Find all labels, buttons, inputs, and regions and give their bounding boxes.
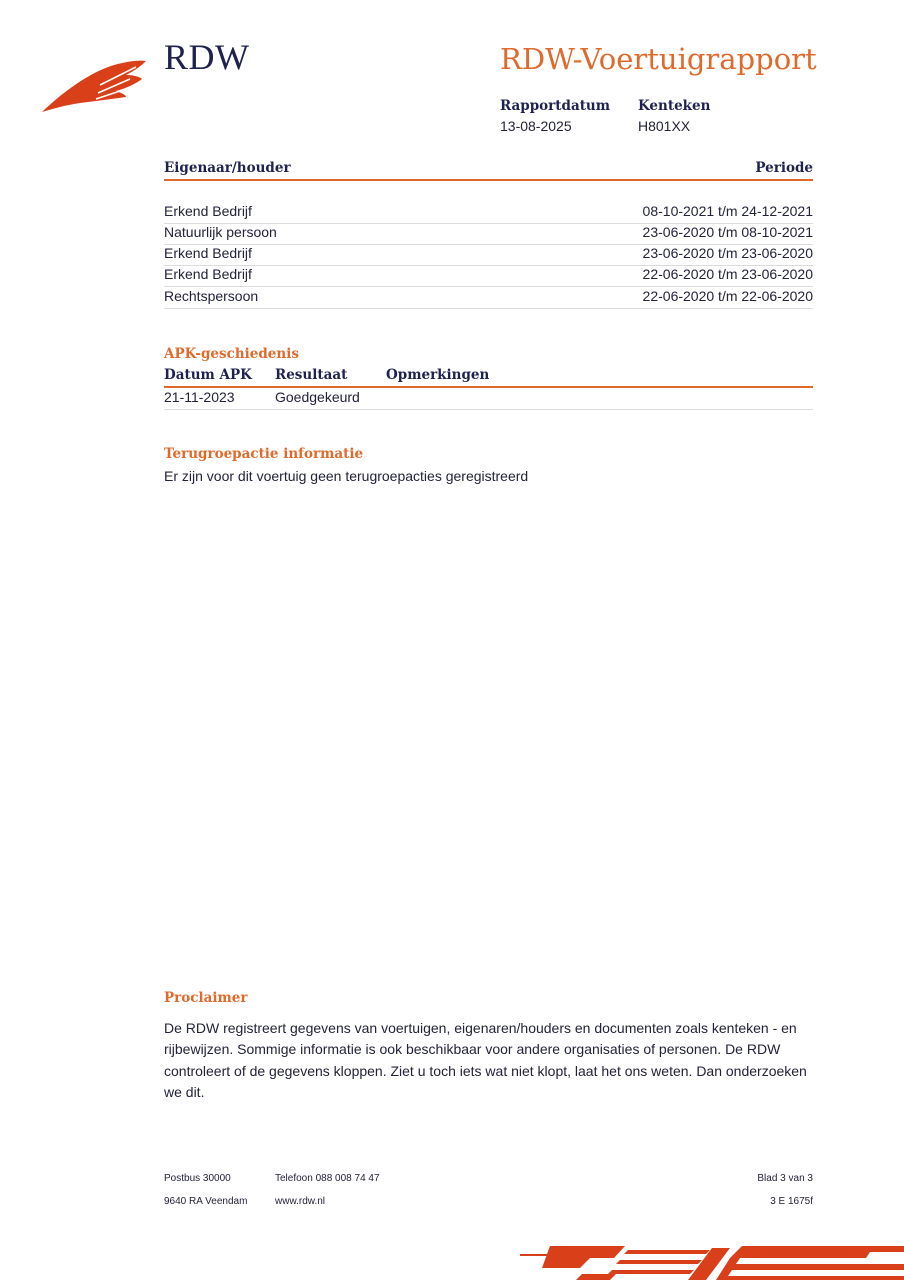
- owner-cell: Erkend Bedrijf: [164, 245, 252, 261]
- period-cell: 22-06-2020 t/m 23-06-2020: [642, 266, 813, 282]
- report-title: RDW-Voertuigrapport: [500, 42, 817, 76]
- owners-header-rule: [164, 179, 813, 181]
- period-cell: 23-06-2020 t/m 08-10-2021: [642, 224, 813, 240]
- period-cell: 23-06-2020 t/m 23-06-2020: [642, 245, 813, 261]
- footer-page-number: Blad 3 van 3: [757, 1173, 813, 1184]
- proclaimer-line: rijbewijzen. Sommige informatie is ook beschikbaar voor andere organisaties of personen. De RDW: [164, 1041, 781, 1058]
- report-date-value: 13-08-2025: [500, 118, 572, 134]
- apk-date-column-header: Datum APK: [164, 367, 252, 383]
- period-cell: 08-10-2021 t/m 24-12-2021: [642, 203, 813, 219]
- row-divider: [164, 409, 813, 410]
- row-divider: [164, 308, 813, 309]
- period-cell: 22-06-2020 t/m 22-06-2020: [642, 288, 813, 304]
- plate-label: Kenteken: [638, 98, 711, 114]
- owner-column-header: Eigenaar/houder: [164, 160, 291, 176]
- proclaimer-line: we dit.: [164, 1083, 205, 1100]
- proclaimer-text: [164, 1018, 824, 1103]
- apk-remarks-column-header: Opmerkingen: [386, 367, 490, 383]
- apk-result-cell: Goedgekeurd: [275, 389, 360, 405]
- recall-section-title: Terugroepactie informatie: [164, 446, 364, 462]
- proclaimer-line: controleert of de gegevens kloppen. Ziet u toch iets wat niet klopt, laat het ons weten. Dan onderzoeken: [164, 1062, 807, 1079]
- proclaimer-title: Proclaimer: [164, 990, 248, 1006]
- owner-cell: Rechtspersoon: [164, 288, 259, 304]
- row-divider: [164, 286, 813, 287]
- recall-text: Er zijn voor dit voertuig geen terugroepacties geregistreerd: [164, 468, 529, 484]
- rdw-logo-text: RDW: [164, 37, 250, 77]
- owner-cell: Natuurlijk persoon: [164, 224, 277, 240]
- footer-phone: Telefoon 088 008 74 47: [275, 1173, 380, 1184]
- plate-value: H801XX: [638, 118, 691, 134]
- footer-city: 9640 RA Veendam: [164, 1196, 248, 1207]
- period-column-header: Periode: [755, 160, 813, 176]
- owner-cell: Erkend Bedrijf: [164, 203, 252, 219]
- apk-result-column-header: Resultaat: [275, 367, 348, 383]
- rdw-feather-logo-icon: [40, 55, 150, 117]
- owner-cell: Erkend Bedrijf: [164, 266, 252, 282]
- decorative-stripes-icon: [520, 1244, 904, 1280]
- proclaimer-line: De RDW registreert gegevens van voertuigen, eigenaren/houders en documenten zoals kenteken - en: [164, 1020, 797, 1036]
- apk-section-title: APK-geschiedenis: [164, 346, 299, 362]
- footer-website: www.rdw.nl: [275, 1196, 326, 1207]
- footer-postbus: Postbus 30000: [164, 1173, 231, 1184]
- footer-document-code: 3 E 1675f: [770, 1196, 813, 1207]
- report-date-label: Rapportdatum: [500, 98, 611, 114]
- apk-date-cell: 21-11-2023: [164, 389, 235, 405]
- apk-header-rule: [164, 386, 813, 388]
